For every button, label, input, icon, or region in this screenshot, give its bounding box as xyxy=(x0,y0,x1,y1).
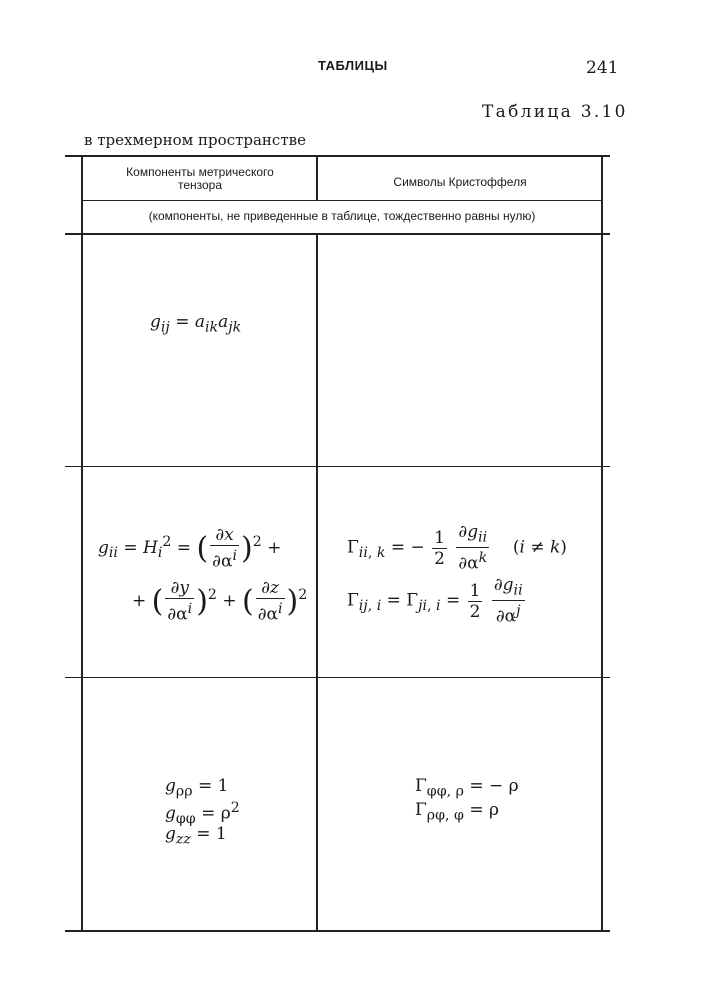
page-number: 241 xyxy=(586,58,619,78)
formula-lame-metric: $g_{ii} = H_i^2$ = ( $\frac{\partial x}{\partial\alpha^i}$ )$^2$ + xyxy=(98,525,282,572)
column-header-metric: Компоненты метрического тензора xyxy=(126,165,274,192)
note-divider-rule xyxy=(65,233,610,235)
table-label: Таблица 3.10 xyxy=(482,102,628,122)
formula-g-rho-rho: $g_{\rho\rho} = 1$ xyxy=(165,776,229,800)
table-bottom-rule xyxy=(65,930,610,932)
column-divider xyxy=(316,155,318,200)
table-note: (компоненты, не приведенные в таблице, тождественно равны нулю) xyxy=(148,209,536,223)
table-caption: в трехмерном пространстве xyxy=(84,131,306,149)
running-head: ТАБЛИЦЫ xyxy=(318,58,388,73)
formula-gamma-rhophi-phi: $\Gamma_{\rho\varphi, \varphi} = \rho$ xyxy=(415,800,499,824)
formula-gamma-phiphi-rho: $\Gamma_{\varphi\varphi, \rho}$ = − ρ xyxy=(415,776,519,800)
formula-g-phi-phi: $g_{\varphi\varphi} = \rho^2$ xyxy=(165,800,240,828)
row-divider-rule xyxy=(65,677,610,678)
formula-metric-general: $g_{ij} = a_{ik}a_{jk}$ xyxy=(150,312,242,336)
formula-christoffel-iik: $\Gamma_{ii, k}$ = − $\frac{1}{2}$ $\frac{\partial g_{ii}}{\partial\alpha^k}$ (i ≠ k) xyxy=(347,522,567,575)
column-header-christoffel: Символы Кристоффеля xyxy=(393,175,527,189)
column-divider xyxy=(316,233,318,932)
formula-g-zz: $g_{zz} = 1$ xyxy=(165,824,227,848)
header-divider-rule xyxy=(82,200,602,201)
table-left-border xyxy=(81,155,83,932)
table-right-border xyxy=(601,155,603,932)
row-divider-rule xyxy=(65,466,610,467)
formula-christoffel-iji: $\Gamma_{ij, i} = \Gamma_{ji, i}$ = $\frac{1}{2}$ $\frac{\partial g_{ii}}{\partial\alpha^j}$ xyxy=(347,575,523,628)
table-top-rule xyxy=(65,155,610,157)
formula-lame-metric-cont: + ( $\frac{\partial y}{\partial\alpha^i}$ )$^2$ + ( $\frac{\partial z}{\partial\alpha^i}$ )$^2$ xyxy=(132,578,308,625)
